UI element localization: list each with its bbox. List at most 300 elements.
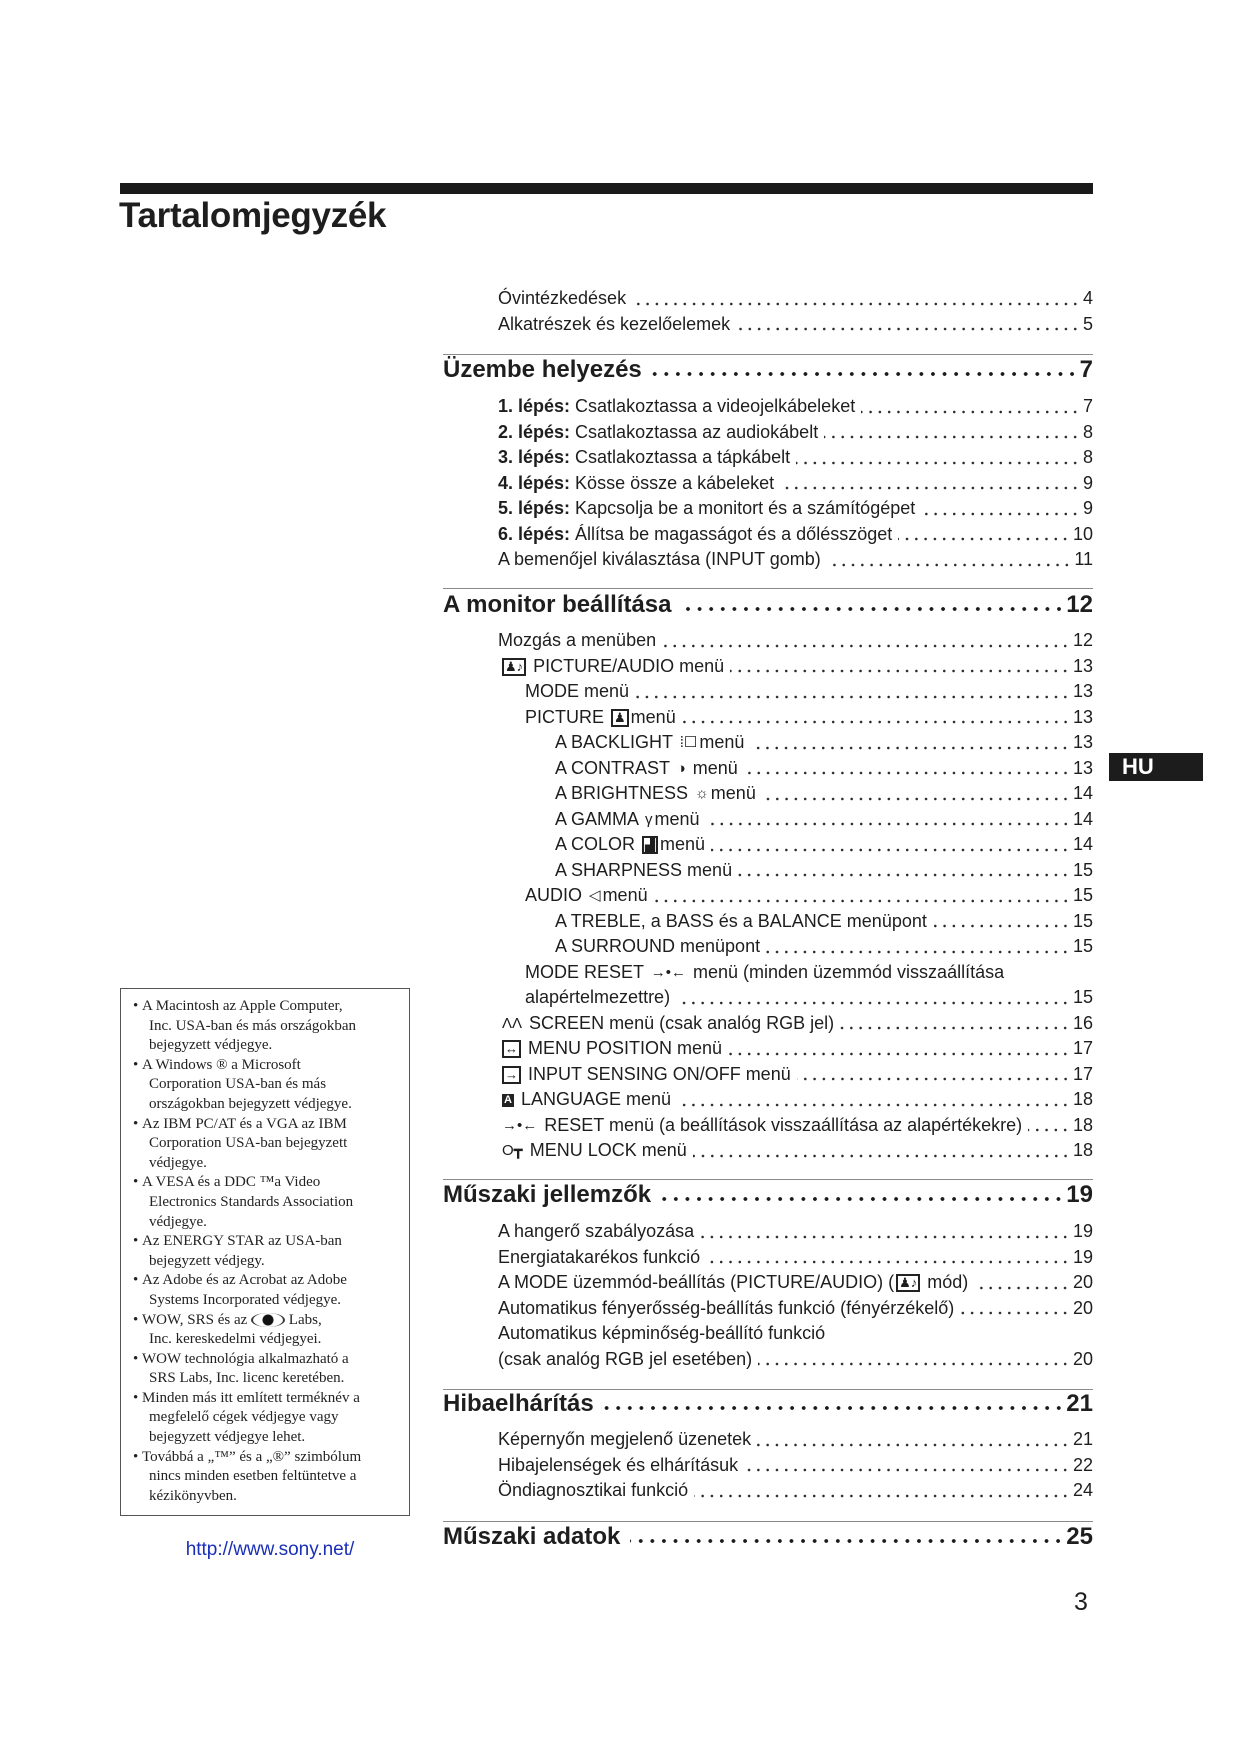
section-page-number: 12	[1066, 591, 1093, 618]
toc-entry[interactable]	[443, 654, 1093, 680]
note-line-text: országokban bejegyzett védjegye.	[149, 1095, 352, 1112]
trademark-note	[131, 1115, 403, 1174]
note-line-text: Az Adobe és az Acrobat az Adobe	[142, 1272, 347, 1289]
dot-leader	[711, 832, 1070, 858]
section-heading[interactable]	[443, 1522, 1093, 1552]
toc-block	[443, 628, 1093, 1164]
entry-page-number: 14	[1072, 834, 1093, 854]
note-line-text: Corporation USA-ban bejegyzett	[149, 1135, 348, 1152]
header-rule	[120, 183, 1093, 194]
dot-leader	[797, 1062, 1070, 1088]
note-line	[149, 1428, 403, 1448]
note-line	[142, 1115, 403, 1135]
note-line-text: SRS Labs, Inc. licenc keretében.	[149, 1370, 345, 1387]
entry-page-number: 17	[1072, 1063, 1093, 1084]
mode-reset-icon: →•←	[650, 963, 686, 981]
entry-text: Csatlakoztassa a tápkábelt	[570, 447, 791, 467]
toc-entry[interactable]	[443, 934, 1093, 960]
entry-title	[525, 705, 676, 731]
entry-text: Kösse össze a kábeleket	[570, 472, 775, 493]
entry-title	[498, 496, 915, 522]
bullet-icon: •	[133, 998, 139, 1014]
entry-page-number: 17	[1072, 1038, 1093, 1058]
note-line-text: Labs,	[285, 1311, 322, 1328]
note-line	[142, 1173, 403, 1193]
picture-icon: ♟	[611, 709, 629, 727]
entry-prefix-text: A BRIGHTNESS	[555, 783, 694, 803]
toc-entry[interactable]	[443, 522, 1093, 548]
bullet-icon: •	[133, 1389, 139, 1406]
dot-leader	[682, 705, 1070, 731]
entry-page-number: 13	[1072, 706, 1093, 727]
entry-page-number: 20	[1072, 1297, 1093, 1318]
entry-title	[500, 1113, 1022, 1139]
entry-prefix-text: MODE RESET	[525, 961, 649, 982]
entry-text: A TREBLE, a BASS és a BALANCE menüpont	[555, 910, 927, 931]
note-line-text: Továbbá a „™” és a „®” szimbólum	[142, 1448, 362, 1465]
entry-page-number: 8	[1082, 447, 1093, 467]
note-line	[149, 1291, 403, 1311]
audio-icon: ◁	[589, 887, 601, 905]
entry-step-label: 2. lépés:	[498, 421, 571, 442]
entry-page-number: 20	[1072, 1272, 1093, 1292]
toc-entry[interactable]	[443, 286, 1093, 312]
entry-text: A SHARPNESS menü	[555, 859, 733, 880]
brightness-icon: ☼	[695, 785, 709, 803]
entry-title	[555, 909, 927, 935]
trademark-note	[131, 1311, 403, 1350]
dot-leader	[960, 1296, 1070, 1322]
entry-text: PICTURE/AUDIO menü	[528, 655, 725, 676]
toc-entry[interactable]	[443, 1219, 1093, 1245]
trademark-notes-box	[120, 988, 410, 1516]
entry-text: Csatlakoztassa a videojelkábeleket	[570, 396, 856, 416]
section-page-number: 21	[1066, 1390, 1093, 1417]
language-tab: HU	[1109, 753, 1203, 781]
toc-entry[interactable]	[443, 1478, 1093, 1504]
entry-text: Képernyőn megjelenő üzenetek	[498, 1429, 752, 1449]
sony-url-link[interactable]: http://www.sony.net/	[185, 1539, 355, 1560]
entry-title	[500, 1036, 722, 1062]
note-line	[149, 1330, 403, 1350]
entry-page-number: 13	[1072, 655, 1093, 676]
dot-leader	[706, 1245, 1070, 1271]
trademark-note	[131, 1448, 403, 1507]
section-heading[interactable]	[443, 355, 1093, 385]
toc-entry[interactable]	[443, 883, 1093, 909]
toc-block	[443, 286, 1093, 337]
page-title: Tartalomjegyzék	[119, 196, 387, 235]
dot-leader	[604, 1389, 1065, 1419]
entry-page-number: 18	[1072, 1140, 1093, 1160]
toc-entry[interactable]	[443, 1087, 1093, 1113]
note-line-text: bejegyzett védjegy.	[149, 1252, 265, 1269]
note-line-text: kézikönyvben.	[149, 1487, 237, 1504]
note-line-text: megfelelő cégek védjegye vagy	[149, 1409, 339, 1426]
toc-block	[443, 394, 1093, 573]
toc-entry[interactable]	[443, 781, 1093, 807]
entry-text-continued: (csak analóg RGB jel esetében)	[498, 1348, 753, 1369]
toc-entry[interactable]	[443, 858, 1093, 884]
dot-leader	[744, 756, 1070, 782]
entry-title	[555, 781, 756, 807]
toc-entry[interactable]	[443, 394, 1093, 420]
toc-entry[interactable]	[443, 1245, 1093, 1271]
entry-page-number: 14	[1072, 808, 1093, 829]
dot-leader	[728, 1036, 1070, 1062]
section-page-number: 19	[1066, 1181, 1093, 1208]
note-line-text: Az ENERGY STAR az USA-ban	[142, 1233, 342, 1250]
section-heading[interactable]	[443, 1389, 1093, 1419]
toc-entry[interactable]	[443, 756, 1093, 782]
toc-block	[443, 590, 1093, 620]
entry-title	[498, 312, 730, 338]
entry-page-number: 7	[1082, 396, 1093, 416]
dot-leader	[796, 445, 1080, 471]
menu-position-icon: ↔	[502, 1040, 521, 1058]
entry-page-number: 22	[1072, 1454, 1093, 1475]
note-line	[149, 1134, 403, 1154]
entry-page-number: 14	[1072, 783, 1093, 803]
entry-page-number: 16	[1072, 1012, 1093, 1033]
entry-title	[498, 1219, 694, 1245]
toc-entry[interactable]	[443, 471, 1093, 497]
section-heading[interactable]	[443, 590, 1093, 620]
entry-text: mód)	[922, 1272, 969, 1292]
bullet-icon: •	[133, 1056, 139, 1073]
entry-title	[555, 807, 700, 833]
dot-leader	[762, 781, 1070, 807]
dot-leader	[744, 1453, 1070, 1479]
toc-block	[443, 1522, 1093, 1552]
bullet-icon: •	[133, 1115, 139, 1132]
dot-leader	[662, 628, 1070, 654]
entry-title	[500, 1062, 791, 1088]
entry-title	[500, 1087, 671, 1113]
backlight-icon: ⁞☐	[679, 734, 698, 752]
entry-title	[498, 445, 790, 471]
note-line-text: WOW technológia alkalmazható a	[142, 1350, 349, 1367]
note-line-text: nincs minden esetben feltüntetve a	[149, 1468, 357, 1485]
note-line	[142, 1350, 403, 1370]
note-line	[142, 1389, 403, 1409]
dot-leader	[635, 679, 1070, 705]
note-line-text: Minden más itt említett terméknév a	[142, 1389, 360, 1406]
trademark-note	[131, 997, 403, 1056]
trademark-note	[131, 1271, 403, 1310]
trademark-note	[131, 1173, 403, 1232]
dot-leader	[677, 1087, 1070, 1113]
dot-leader	[974, 1270, 1070, 1296]
trademark-note	[131, 1350, 403, 1389]
entry-prefix-text: A COLOR	[555, 834, 641, 854]
dot-leader	[661, 1180, 1064, 1210]
dot-leader	[682, 590, 1065, 620]
note-line	[149, 1036, 403, 1056]
toc-entry[interactable]	[443, 1453, 1093, 1479]
entry-text: A hangerő szabályozása	[498, 1221, 695, 1241]
section-title: Hibaelhárítás	[443, 1390, 594, 1417]
bullet-icon: •	[133, 1272, 139, 1289]
trademark-note	[131, 1389, 403, 1448]
note-line	[149, 1467, 403, 1487]
dot-leader	[1028, 1113, 1070, 1139]
entry-prefix-text: A GAMMA	[555, 808, 644, 829]
note-line	[149, 1095, 403, 1115]
section-title: Műszaki jellemzők	[443, 1181, 652, 1208]
entry-text: LANGUAGE menü	[515, 1089, 672, 1109]
toc-entry[interactable]	[443, 1296, 1093, 1322]
section-title: A monitor beállítása	[443, 591, 672, 618]
toc-entry[interactable]	[443, 960, 1093, 986]
toc-entry[interactable]	[443, 496, 1093, 522]
trademark-note	[131, 1232, 403, 1271]
entry-title	[498, 522, 892, 548]
entry-title	[498, 1478, 688, 1504]
dot-leader	[632, 286, 1080, 312]
note-line	[142, 1271, 403, 1291]
toc-block	[443, 1427, 1093, 1504]
entry-text: menü (minden üzemmód visszaállítása	[687, 961, 1005, 982]
dot-leader	[861, 394, 1080, 420]
entry-text: A SURROUND menüpont	[555, 936, 761, 956]
entry-page-number: 9	[1082, 472, 1093, 493]
dot-leader	[654, 883, 1070, 909]
toc-entry[interactable]	[443, 1113, 1093, 1139]
toc-entry[interactable]	[443, 832, 1093, 858]
dot-leader	[780, 471, 1080, 497]
note-line	[149, 1369, 403, 1389]
entry-text: Kapcsolja be a monitort és a számítógépet	[570, 498, 916, 518]
entry-title	[555, 730, 744, 756]
entry-step-label: 1. lépés:	[498, 396, 571, 416]
entry-page-number: 13	[1072, 757, 1093, 778]
page-number: 3	[1074, 1588, 1088, 1616]
entry-text-continued: alapértelmezettre)	[525, 987, 671, 1007]
entry-text: menü	[630, 706, 676, 727]
entry-page-number: 15	[1072, 859, 1093, 880]
note-line	[142, 1056, 403, 1076]
note-line-text: Electronics Standards Association	[149, 1193, 354, 1210]
dot-leader	[750, 730, 1070, 756]
bullet-icon: •	[133, 1350, 139, 1367]
entry-text: MENU LOCK menü	[524, 1140, 687, 1160]
entry-title	[498, 1296, 954, 1322]
entry-title	[498, 1321, 825, 1347]
toc-entry[interactable]	[443, 1427, 1093, 1453]
entry-text: MODE menü	[525, 681, 630, 701]
entry-text: menü	[654, 808, 700, 829]
entry-title	[498, 286, 626, 312]
picture-audio-icon: ♟♪	[896, 1274, 920, 1292]
dot-leader	[840, 1011, 1070, 1037]
toc-entry[interactable]	[443, 1138, 1093, 1164]
dot-leader	[921, 496, 1080, 522]
toc-entry-continuation[interactable]	[443, 1347, 1093, 1373]
toc-entry-continuation[interactable]	[443, 985, 1093, 1011]
dot-leader	[693, 1138, 1070, 1164]
dot-leader	[630, 1522, 1064, 1552]
entry-title	[500, 1138, 687, 1164]
bullet-icon: •	[133, 1448, 139, 1465]
dot-leader	[757, 1427, 1070, 1453]
entry-text: Energiatakarékos funkció	[498, 1246, 701, 1267]
entry-text: menü	[660, 834, 706, 854]
entry-page-number: 19	[1072, 1246, 1093, 1267]
entry-page-number: 5	[1082, 313, 1093, 334]
entry-title	[500, 654, 724, 680]
entry-page-number: 13	[1072, 681, 1093, 701]
toc-entry[interactable]	[443, 547, 1093, 573]
dot-leader	[652, 355, 1078, 385]
toc-entry[interactable]	[443, 909, 1093, 935]
note-line	[149, 1487, 403, 1507]
trademark-note	[131, 1056, 403, 1115]
input-sensing-icon: →	[502, 1066, 521, 1084]
entry-page-number: 15	[1072, 936, 1093, 956]
entry-text: RESET menü (a beállítások visszaállítása az alapértékekre)	[539, 1114, 1023, 1135]
entry-title	[498, 1270, 968, 1296]
note-line	[142, 1232, 403, 1252]
note-line-text: A VESA és a DDC ™a Video	[142, 1174, 321, 1191]
entry-title	[500, 1011, 834, 1037]
entry-title	[498, 547, 821, 573]
note-line-text: Inc. USA-ban és más országokban	[149, 1017, 357, 1034]
dot-leader	[898, 522, 1070, 548]
dot-leader	[700, 1219, 1070, 1245]
srs-logo-icon	[251, 1313, 285, 1327]
entry-prefix-text: A BACKLIGHT	[555, 732, 678, 752]
entry-title	[498, 628, 656, 654]
dot-leader	[694, 1478, 1070, 1504]
toc-entry[interactable]	[443, 312, 1093, 338]
entry-text: Állítsa be magasságot és a dőlésszöget	[570, 523, 893, 544]
note-line-text: A Windows ® a Microsoft	[142, 1056, 301, 1073]
toc-entry[interactable]	[443, 420, 1093, 446]
entry-step-label: 4. lépés:	[498, 472, 571, 493]
bullet-icon: •	[133, 1311, 139, 1328]
entry-page-number: 19	[1072, 1221, 1093, 1241]
entry-text: INPUT SENSING ON/OFF menü	[523, 1063, 791, 1084]
entry-title	[525, 960, 1004, 986]
entry-title	[498, 1245, 700, 1271]
entry-prefix-text: A MODE üzemmód-beállítás (PICTURE/AUDIO) (	[498, 1272, 895, 1292]
entry-text: Automatikus képminőség-beállító funkció	[498, 1323, 826, 1343]
language-icon: A	[504, 1093, 512, 1106]
toc-entry[interactable]	[443, 679, 1093, 705]
entry-title	[498, 1427, 751, 1453]
entry-page-number: 10	[1072, 523, 1093, 544]
toc-entry[interactable]	[443, 1270, 1093, 1296]
entry-page-number: 12	[1072, 630, 1093, 650]
section-page-number: 7	[1079, 356, 1093, 383]
note-line-text: Corporation USA-ban és más	[149, 1076, 327, 1093]
toc-entry[interactable]	[443, 1011, 1093, 1037]
entry-page-number: 15	[1072, 910, 1093, 931]
toc-entry[interactable]	[443, 628, 1093, 654]
dot-leader	[706, 807, 1070, 833]
toc-entry[interactable]	[443, 445, 1093, 471]
section-page-number: 25	[1066, 1523, 1093, 1550]
toc-entry[interactable]	[443, 730, 1093, 756]
entry-title	[498, 420, 818, 446]
note-line	[149, 1075, 403, 1095]
toc-entry[interactable]	[443, 807, 1093, 833]
note-line	[149, 1017, 403, 1037]
entry-page-number: 21	[1072, 1429, 1093, 1449]
contrast-icon: ◑	[676, 759, 686, 777]
key-icon: O┳	[502, 1142, 523, 1160]
entry-step-label: 3. lépés:	[498, 447, 571, 467]
section-title: Üzembe helyezés	[443, 356, 642, 383]
note-line	[142, 997, 403, 1017]
entry-title	[555, 756, 738, 782]
entry-page-number: 13	[1072, 732, 1093, 752]
dot-leader	[738, 858, 1070, 884]
entry-page-number: 20	[1072, 1348, 1093, 1369]
entry-text: Mozgás a menüben	[498, 630, 657, 650]
note-line	[142, 1448, 403, 1468]
entry-title	[498, 471, 774, 497]
entry-text: MENU POSITION menü	[523, 1038, 723, 1058]
entry-text: menü	[699, 732, 745, 752]
entry-text: menü	[710, 783, 756, 803]
toc-entry[interactable]	[443, 1062, 1093, 1088]
note-line-text: A Macintosh az Apple Computer,	[142, 998, 343, 1014]
toc-block	[443, 1180, 1093, 1210]
entry-prefix-text: A CONTRAST	[555, 757, 675, 778]
note-line-text: védjegye.	[149, 1213, 207, 1230]
note-line-text: védjegye.	[149, 1154, 207, 1171]
note-line	[149, 1154, 403, 1174]
entry-page-number: 18	[1072, 1114, 1093, 1135]
entry-title	[525, 679, 629, 705]
note-line-text: Az IBM PC/AT és a VGA az IBM	[142, 1115, 347, 1132]
entry-page-number: 15	[1072, 987, 1093, 1007]
entry-page-number: 15	[1072, 885, 1093, 905]
toc-block	[443, 1219, 1093, 1372]
toc-entry[interactable]	[443, 1036, 1093, 1062]
entry-page-number: 18	[1072, 1089, 1093, 1109]
entry-page-number: 4	[1082, 288, 1093, 308]
note-line-text: WOW, SRS és az	[142, 1311, 252, 1328]
note-line	[149, 1213, 403, 1233]
gamma-icon: γ	[645, 810, 653, 828]
entry-title	[498, 1453, 738, 1479]
entry-text: Öndiagnosztikai funkció	[498, 1480, 689, 1500]
dot-leader	[730, 654, 1070, 680]
section-heading[interactable]	[443, 1180, 1093, 1210]
dot-leader	[676, 985, 1070, 1011]
entry-text: Csatlakoztassa az audiokábelt	[570, 421, 819, 442]
entry-text: SCREEN menü (csak analóg RGB jel)	[524, 1012, 835, 1033]
toc-entry[interactable]	[443, 705, 1093, 731]
note-line-text: bejegyzett védjegye lehet.	[149, 1429, 306, 1446]
dot-leader	[933, 909, 1070, 935]
dot-leader	[827, 547, 1072, 573]
note-line-text: Inc. kereskedelmi védjegyei.	[149, 1331, 322, 1348]
entry-title	[555, 858, 732, 884]
entry-page-number: 24	[1072, 1480, 1093, 1500]
color-icon: ▟	[642, 836, 658, 854]
entry-text: A bemenőjel kiválasztása (INPUT gomb)	[498, 549, 821, 569]
note-line	[149, 1408, 403, 1428]
bullet-icon: •	[133, 1233, 139, 1250]
note-line-text: bejegyzett védjegye.	[149, 1037, 273, 1054]
toc-entry[interactable]	[443, 1321, 1093, 1347]
entry-text: menü	[602, 885, 648, 905]
entry-text: Alkatrészek és kezelőelemek	[498, 313, 731, 334]
